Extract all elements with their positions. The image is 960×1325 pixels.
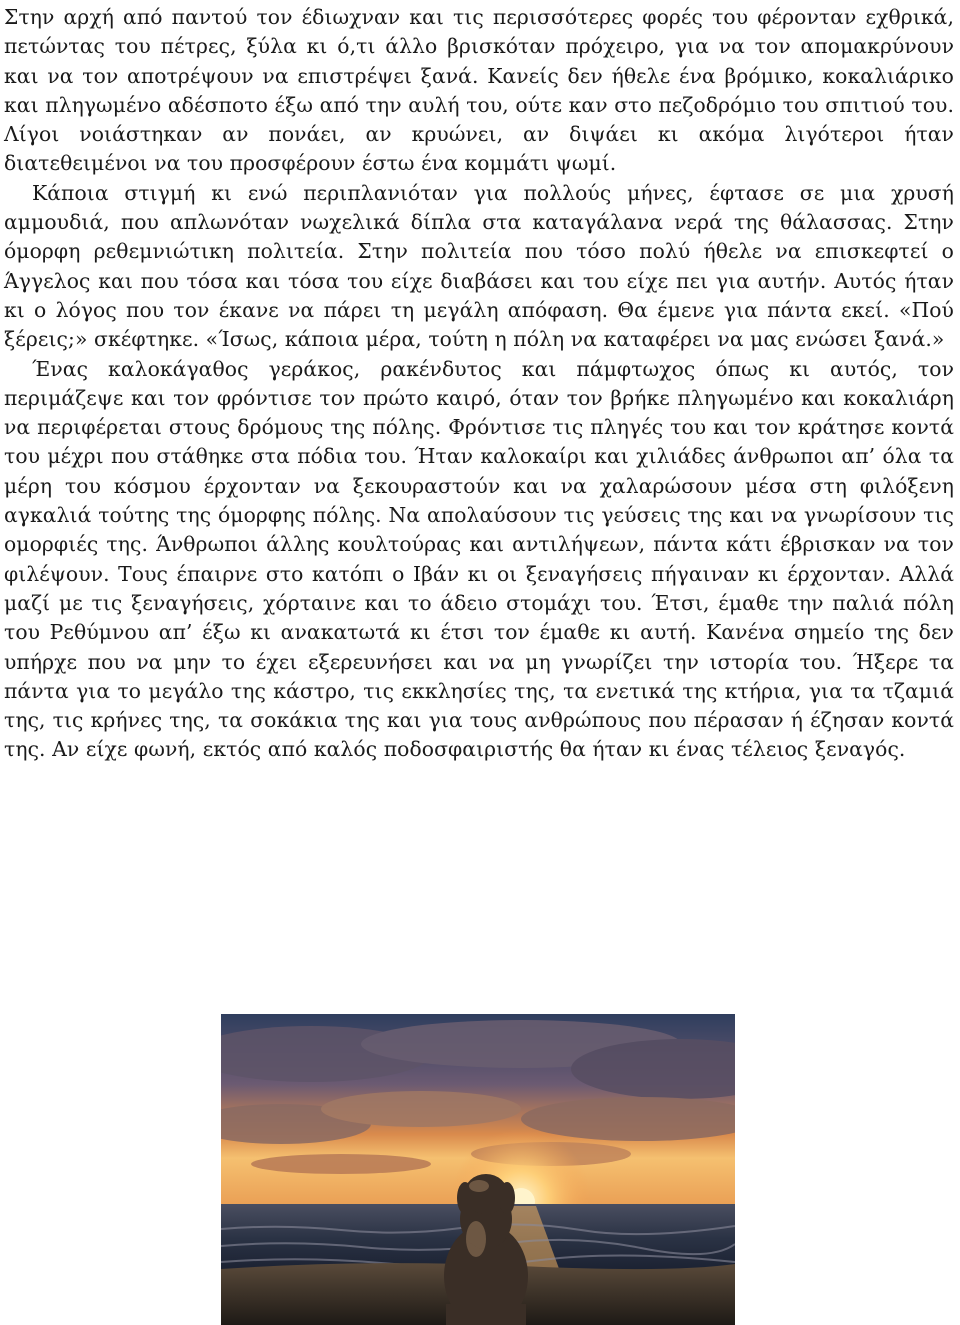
sunset-dog-illustration-icon [221, 1014, 735, 1325]
sunset-dog-photo [221, 1014, 735, 1325]
paragraph-3: Ένας καλοκάγαθος γεράκος, ρακένδυτος και πάμφτωχος όπως κι αυτός, τον περιμάζεψε και τον φρόντισε τον πρώτο καιρό, όταν τον βρήκε πληγωμένο και κοκαλιάρη να περιφέρεται στους δρόμους της πόλης. Φρόντισε τις πληγές του και τον κράτησε κοντά του μέχρι που στάθηκε στα πόδια του. Ήταν καλοκαίρι και χιλιάδες άνθρωποι απ’ όλα τα μέρη του κόσμου έρχονταν να ξεκουραστούν και να χαλαρώσουν μέσα στη φιλόξενη αγκαλιά τούτης της όμορφης πόλης. Να απολαύσουν τις γεύσεις της και να γνωρίσουν τις ομορφιές της. Άνθρωποι άλλης κουλτούρας και αντιλήψεων, πάντα κάτι έβρισκαν να τον φιλέψουν. Τους έπαιρνε στο κατόπι ο Ιβάν κι οι ξεναγήσεις πήγαιναν κι έρχονταν. Αλλά μαζί με τις ξεναγήσεις, χόρταινε και το άδειο στομάχι του. Έτσι, έμαθε την παλιά πόλη του Ρεθύμνου απ’ έξω κι ανακατωτά κι έτσι τον έμαθε κι αυτή. Κανένα σημείο της δεν υπήρχε που να μην το έχει εξερευνήσει και να μη γνωρίζει την ιστορία του. Ήξερε τα πάντα για το μεγάλο της κάστρο, τις εκκλησίες της, τα ενετικά της κτήρια, για τα τζαμιά της, τις κρήνες της, τα σοκάκια της και για τους ανθρώπους που πέρασαν ή έζησαν κοντά της. Αν είχε φωνή, εκτός από καλός ποδοσφαιριστής θα ήταν κι ένας τέλειος ξεναγός. [4, 356, 954, 762]
paragraph-2: Κάποια στιγμή κι ενώ περιπλανιόταν για πολλούς μήνες, έφτασε σε μια χρυσή αμμουδιά, που απλωνόταν νωχελικά δίπλα στα καταγάλανα νερά της θάλασσας. Στην όμορφη ρεθεμνιώτικη πολιτεία. Στην πολιτεία που τόσο πολύ ήθελε να επισκεφτεί ο Άγγελος και που τόσα και τόσα του είχε διαβάσει και του είχε πει για αυτήν. Αυτός ήταν κι ο λόγος που τον έκανε να πάρει τη μεγάλη απόφαση. Θα έμενε για πάντα εκεί. «Πού ξέρεις;» σκέφτηκε. «Ίσως, κάποια μέρα, τούτη η πόλη να καταφέρει να μας ενώσει ξανά.» [4, 180, 954, 352]
paragraph-1: Στην αρχή από παντού τον έδιωχναν και τις περισσότερες φορές του φέρονταν εχθρικά, πετώντας του πέτρες, ξύλα κι ό,τι άλλο βρισκόταν πρόχειρο, για να τον απομακρύνουν και να τον αποτρέψουν να επιστρέψει ξανά. Κανείς δεν ήθελε ένα βρόμικο, κοκαλιάρικο και πληγωμένο αδέσποτο έξω από την αυλή του, ούτε καν στο πεζοδρόμιο του σπιτιού του. Λίγοι νοιάστηκαν αν πονάει, αν κρυώνει, αν διψάει κι ακόμα λιγότεροι ήταν διατεθειμένοι να του προσφέρουν έστω ένα κομμάτι ψωμί. [4, 5, 954, 176]
body-text [4, 3, 954, 765]
